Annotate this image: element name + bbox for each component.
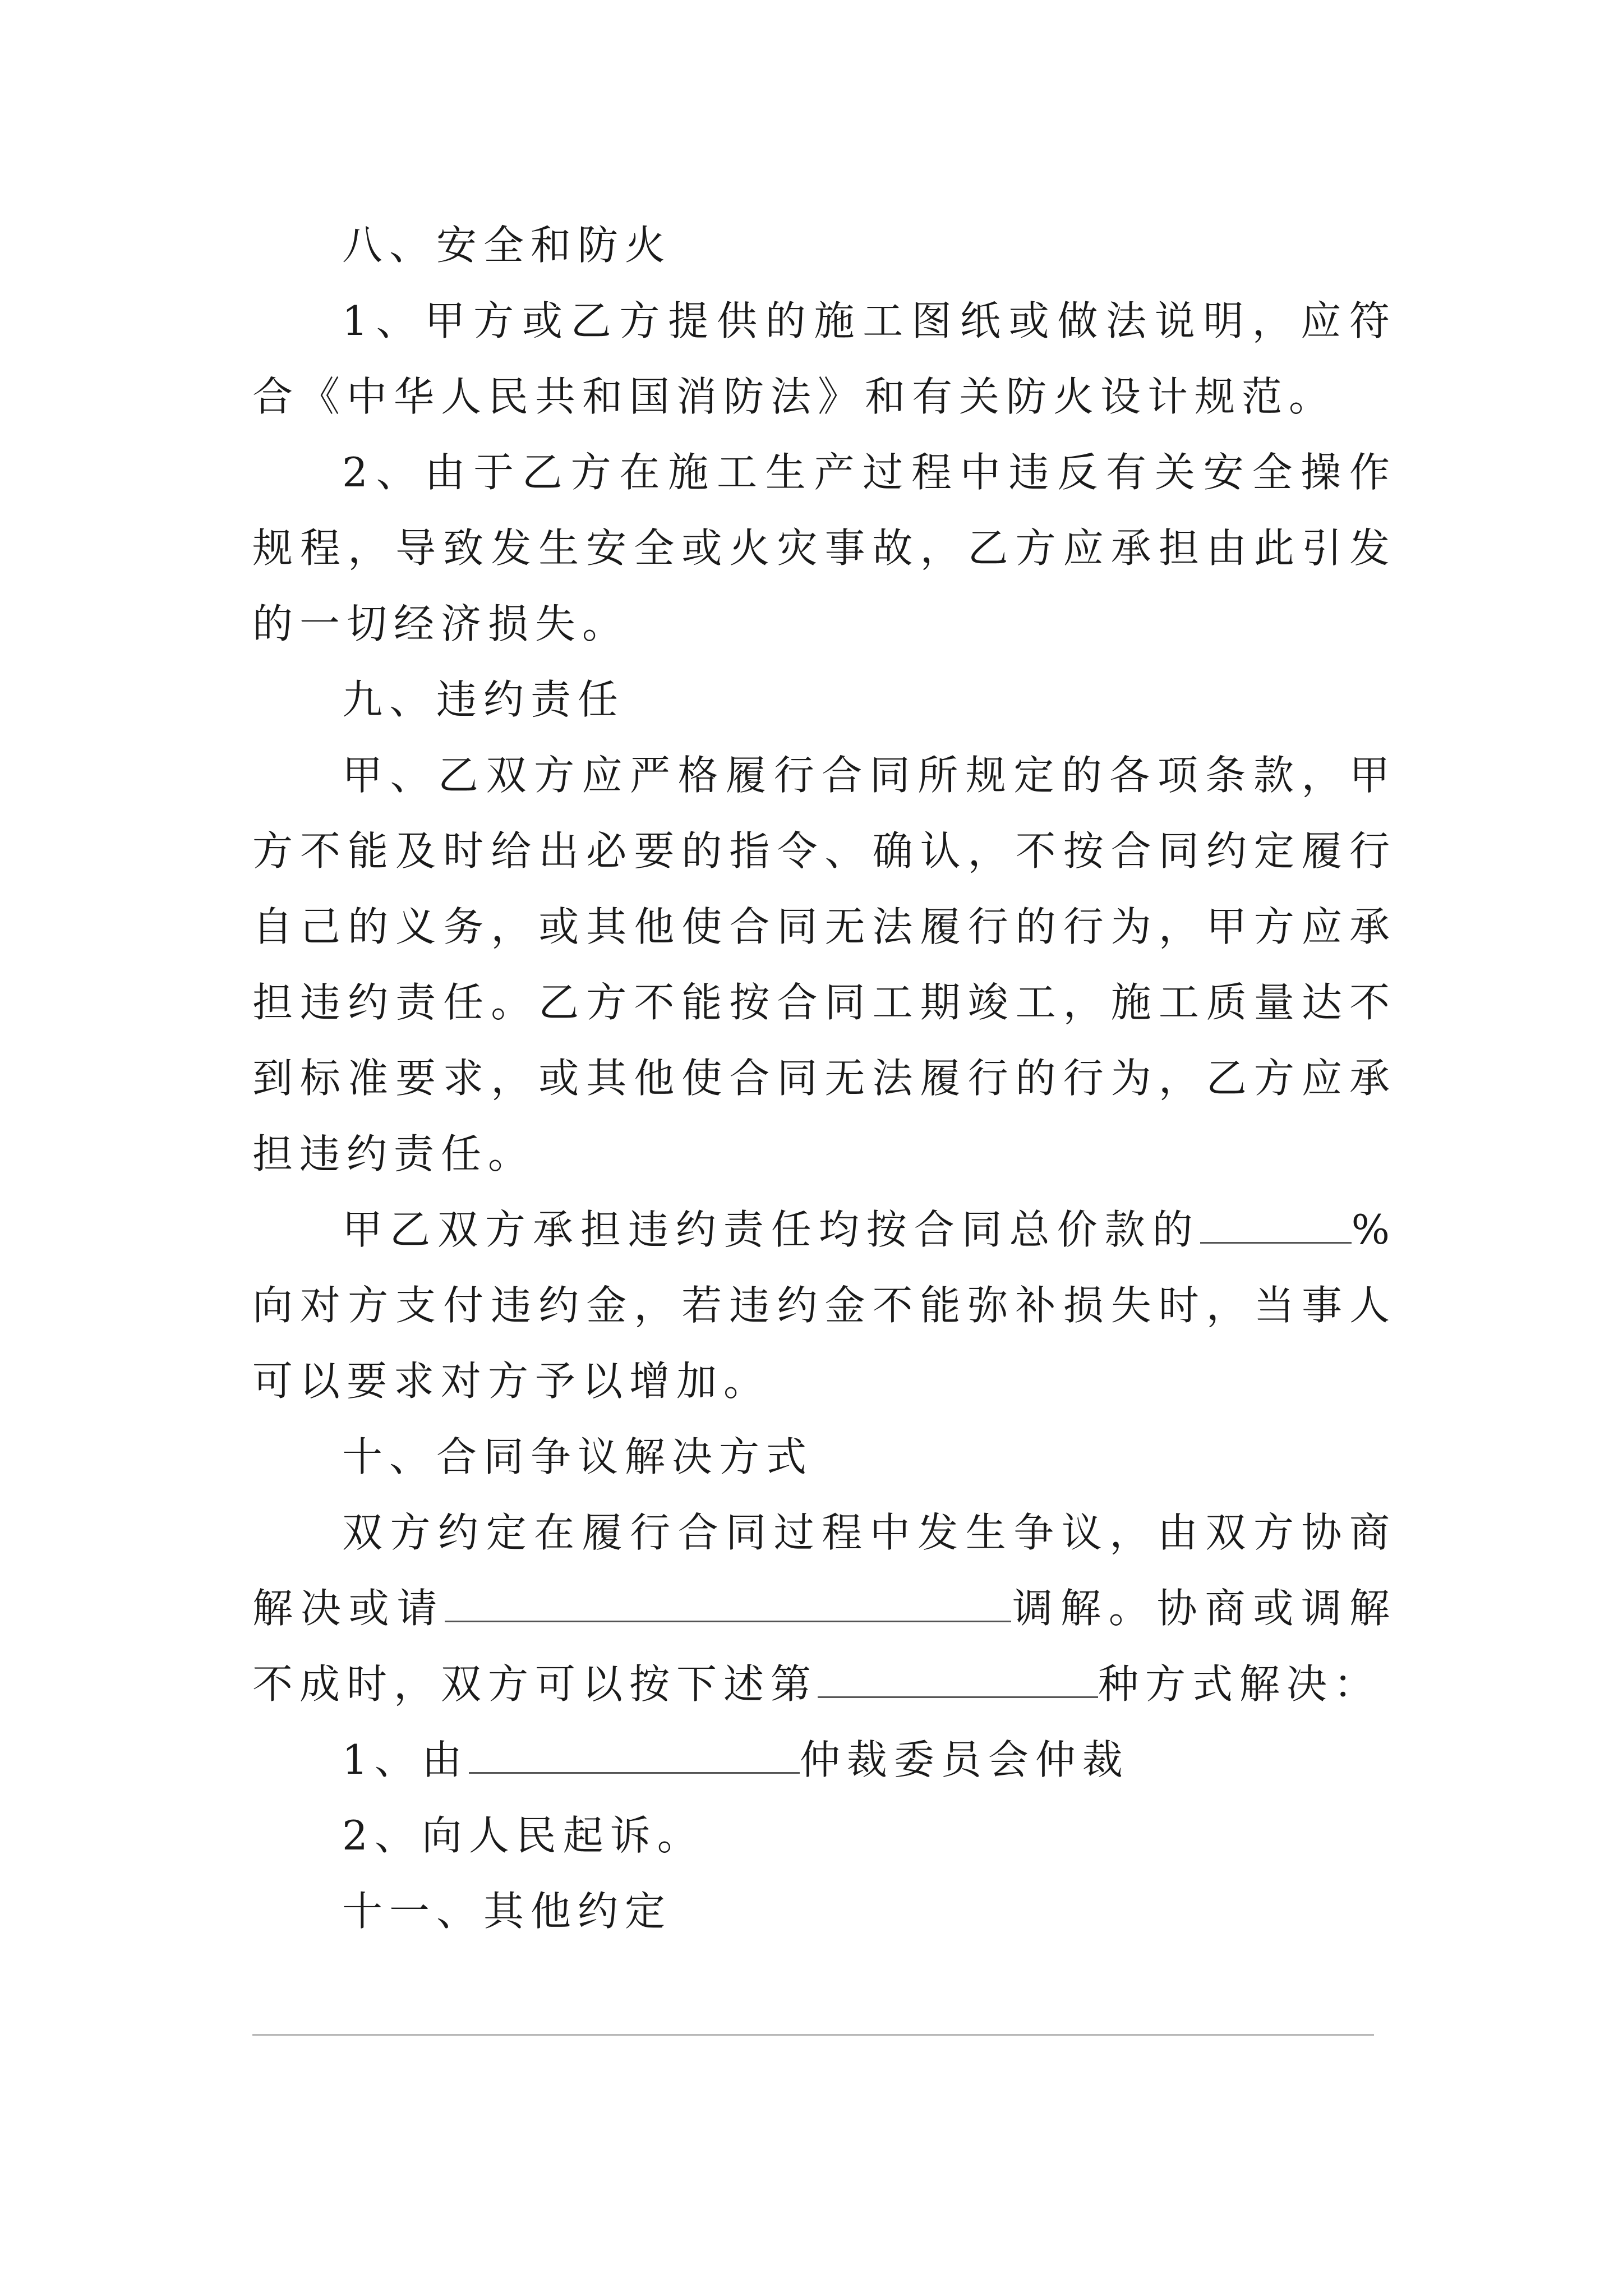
arbitration-text-after: 仲裁委员会仲裁 <box>799 1736 1129 1783</box>
section-11-heading: 十一、其他约定 <box>342 1888 672 1935</box>
dispute-text-c: 种方式解决： <box>1098 1660 1381 1708</box>
mediator-blank <box>445 1587 1011 1622</box>
arbitration-text-before: 1、由 <box>342 1736 469 1783</box>
section-10-item-1 <box>252 1722 1396 1798</box>
penalty-text-after: %向对方支付违约金，若违约金不能弥补损失时，当事人可以要求对方予以增加。 <box>252 1206 1396 1405</box>
penalty-percent-blank <box>1200 1208 1352 1244</box>
penalty-text-before: 甲乙双方承担违约责任均按合同总价款的 <box>342 1206 1200 1253</box>
section-10-paragraph <box>252 1495 1396 1722</box>
section-10-heading: 十、合同争议解决方式 <box>342 1433 814 1480</box>
section-8-heading: 八、安全和防火 <box>342 222 672 269</box>
method-number-blank <box>818 1663 1098 1698</box>
section-9-heading: 九、违约责任 <box>342 676 625 723</box>
section-8-item-2: 2、由于乙方在施工生产过程中违反有关安全操作规程，导致发生安全或火灾事故，乙方应承担由此引发的一切经济损失。 <box>252 449 1396 647</box>
dispute-text-a: 双方约定在履行合同过程中发生争议，由双方协商解决或请 <box>252 1509 1396 1632</box>
section-8-item-1: 1、甲方或乙方提供的施工图纸或做法说明，应符合《中华人民共和国消防法》和有关防火设计规范。 <box>252 297 1396 420</box>
footer-divider <box>252 2034 1374 2036</box>
arbitration-committee-blank <box>469 1738 800 1774</box>
dispute-text-b: 调解。协商或调解不成时，双方可以按下述第 <box>252 1585 1396 1708</box>
section-10-item-2: 2、向人民起诉。 <box>342 1812 704 1859</box>
section-9-paragraph-1: 甲、乙双方应严格履行合同所规定的各项条款，甲方不能及时给出必要的指令、确认，不按合同约定履行自己的义务，或其他使合同无法履行的行为，甲方应承担违约责任。乙方不能按合同工期竣工，施工质量达不到标准要求，或其他使合同无法履行的行为，乙方应承担违约责任。 <box>252 752 1396 1177</box>
document-body <box>252 208 1396 1949</box>
section-9-paragraph-2 <box>252 1192 1396 1419</box>
